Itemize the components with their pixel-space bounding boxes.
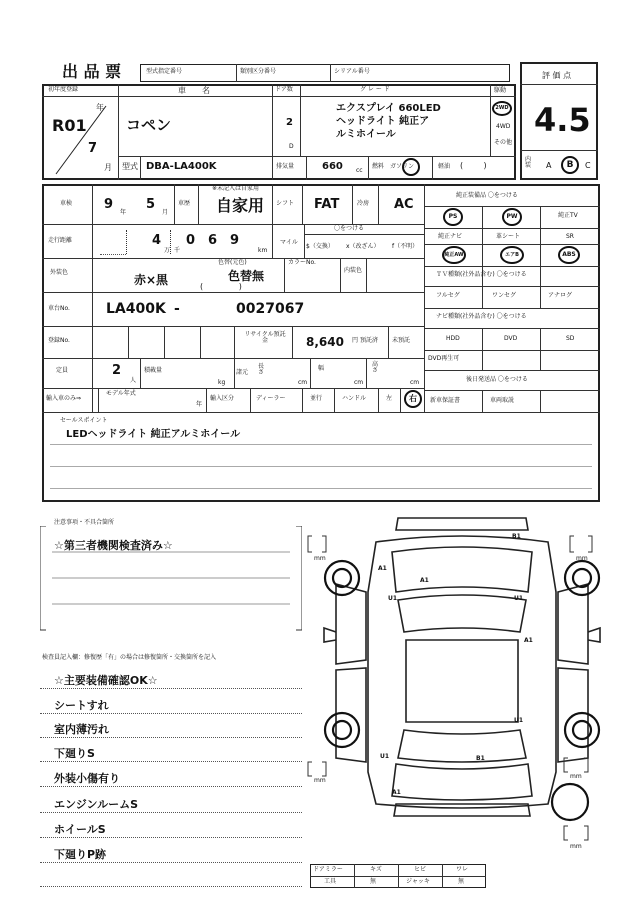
repaint-value: 色替無: [228, 269, 265, 283]
drive-other: その他: [494, 139, 513, 146]
mileage-digit-2: 6: [208, 233, 218, 248]
equip-pw-circled: PW: [502, 208, 522, 226]
shaken-month: 5: [146, 197, 156, 212]
damage-mark-right-door: A1: [524, 637, 533, 644]
damage-mark-rear-bumper: A1: [392, 789, 401, 796]
width-label: 幅: [318, 365, 325, 372]
inspector-note-6: エンジンルームS: [54, 798, 139, 811]
shift-value: FAT: [314, 197, 340, 212]
color-label: 外装色: [50, 269, 69, 276]
capacity-label: 定員: [56, 367, 69, 374]
shaken-label: 車検: [60, 200, 73, 207]
first-reg-month: 7: [88, 141, 98, 156]
inspector-note-8: 下廻りP跡: [54, 848, 107, 861]
serial-label: シリアル番号: [334, 68, 370, 75]
handle-right-circled: 右: [404, 390, 422, 408]
damage-mark-hood: A1: [420, 577, 429, 584]
header-number-fields: [140, 64, 510, 82]
sales-point-label: セールスポイント: [60, 417, 108, 424]
damage-mark-rear-left: U1: [380, 753, 390, 760]
meter-swap: $（交換）: [306, 243, 334, 250]
handle-left: 左: [386, 395, 393, 402]
height-label: 高さ: [372, 361, 379, 374]
type-approval-label: 型式指定番号: [146, 68, 183, 75]
model-year-label: モデル年式: [106, 390, 136, 397]
caution-label: 注意事項・不具合箇所: [54, 519, 115, 526]
drive-2wd-circled: 2WD: [492, 101, 512, 116]
grade-line-1: エクスプレイ 660LED: [336, 103, 441, 114]
mileage-digit-3: 9: [230, 233, 240, 248]
mileage-man-digit: 4: [152, 233, 162, 248]
grade-label: グ レ ー ド: [360, 86, 390, 93]
damage-mark-rear-right: U1: [514, 717, 524, 724]
chassis-number: 0027067: [236, 301, 305, 317]
first-reg-label: 初年度登録: [48, 86, 79, 93]
drive-4wd: 4WD: [496, 123, 511, 130]
drive-label: 駆動: [494, 87, 507, 94]
shaken-year: 9: [104, 197, 114, 212]
fuel-label: 燃料: [372, 163, 385, 170]
equip-ps-circled: PS: [443, 208, 463, 226]
damage-mark-hood-left: A1: [378, 565, 387, 572]
equip-airbag-circled: エアB: [500, 246, 524, 264]
recycle-label: リサイクル預託金: [244, 331, 286, 344]
caution-text: ☆第三者機関検査済み☆: [54, 539, 173, 552]
car-damage-diagram: [306, 512, 606, 864]
model-label: 型式: [122, 162, 138, 171]
history-label: 車歴: [178, 200, 191, 207]
recycle-amount: 8,640: [306, 335, 344, 349]
import-label: 輸入車のみ⇒: [46, 395, 82, 402]
ac-label: 冷房: [357, 200, 370, 207]
grade-line-3: ルミホイール: [336, 129, 396, 140]
recycle-unpaid: 未預託: [392, 337, 411, 344]
parallel-option: 並行: [310, 395, 323, 402]
equipment-title: 純正装備品 〇をつける: [456, 192, 518, 199]
fuel-gasoline-circle: [402, 158, 420, 176]
interior-label: 内装: [525, 156, 532, 169]
inspector-note-3: 室内薄汚れ: [54, 723, 109, 736]
damage-mark-front-right: U1: [514, 595, 524, 602]
car-name-label: 車 名: [178, 86, 210, 95]
meter-tamper: x（改ざん）: [346, 243, 380, 250]
chassis-label: 車台No.: [48, 305, 70, 312]
inspector-label: 検査員記入欄：修復歴「有」の場合は修復箇所・交換箇所を記入: [42, 654, 217, 661]
score-value: 4.5: [534, 101, 591, 139]
category-label: 類別区分番号: [240, 68, 277, 75]
dealer-option: ディーラー: [256, 395, 286, 402]
fuel-diesel: 軽油: [438, 163, 451, 170]
damage-mark-front-bumper: B1: [512, 533, 521, 540]
equip-leather: 革シート: [496, 233, 521, 240]
equip-tv: 純正TV: [558, 212, 578, 219]
equip-sr: SR: [566, 233, 574, 240]
ac-value: AC: [394, 197, 414, 212]
damage-mark-trunk: B1: [476, 755, 485, 762]
model-code: DBA-LA400K: [146, 161, 217, 172]
doors-value: 2: [286, 117, 293, 128]
interior-color-label: 内装色: [344, 267, 363, 274]
interior-c: C: [585, 161, 591, 170]
inspector-note-4: 下廻りS: [54, 747, 95, 760]
dvd-label: DVD再生可: [428, 355, 460, 362]
inspector-note-7: ホイールS: [54, 823, 106, 836]
recycle-paid: 預託済: [360, 337, 379, 344]
equip-aw-circled: 純正AW: [442, 246, 466, 264]
history-value: 自家用: [216, 196, 265, 215]
sales-point-text: LEDヘッドライト 純正アルミホイール: [66, 429, 241, 440]
interior-b-circled: B: [561, 156, 579, 174]
mileage-label: 走行距離: [48, 237, 73, 244]
chassis-prefix: LA400K: [106, 301, 166, 317]
color-no-label: カラーNo.: [288, 259, 316, 266]
mile-label: マイル: [280, 239, 298, 246]
equip-navi: 純正ナビ: [438, 233, 463, 240]
displacement-value: 660: [322, 161, 343, 172]
import-category-label: 輸入区分: [210, 395, 235, 402]
doors-label: ドア数: [275, 86, 293, 93]
mileage-digit-1: 0: [186, 233, 196, 248]
delivery-title: 後日発送品 〇をつける: [466, 376, 528, 383]
page-title: 出 品 票: [62, 62, 122, 81]
tv-title: ＴＶ種類(社外品含む) 〇をつける: [436, 271, 527, 278]
length-label: 長さ: [258, 363, 265, 376]
score-label: 評 価 点: [542, 71, 572, 80]
load-label: 積載量: [144, 367, 163, 374]
interior-a: A: [546, 161, 552, 170]
car-name: コペン: [126, 116, 172, 134]
exterior-color: 赤×黒: [134, 273, 169, 287]
meter-unknown: f（不明）: [392, 243, 419, 250]
handle-label: ハンドル: [342, 395, 367, 402]
navi-title: ナビ種類(社外品含む) 〇をつける: [436, 313, 527, 320]
damage-mark-front-left: U1: [388, 595, 398, 602]
inspector-note-5: 外装小傷有り: [54, 772, 120, 785]
dims-label: 諸元: [236, 369, 249, 376]
displacement-label: 排気量: [276, 163, 295, 170]
inspector-note-1: ☆主要装備確認OK☆: [54, 674, 158, 687]
fuel-gasoline: ガソリン: [390, 163, 415, 170]
equip-abs-circled: ABS: [558, 246, 580, 264]
capacity-value: 2: [112, 363, 122, 378]
inspector-note-2: シートすれ: [54, 699, 109, 712]
first-reg-year: R01: [52, 116, 87, 135]
grade-line-2: ヘッドライト 純正ア: [336, 116, 430, 127]
reg-no-label: 登録No.: [48, 337, 70, 344]
shift-label: シフト: [276, 200, 295, 207]
